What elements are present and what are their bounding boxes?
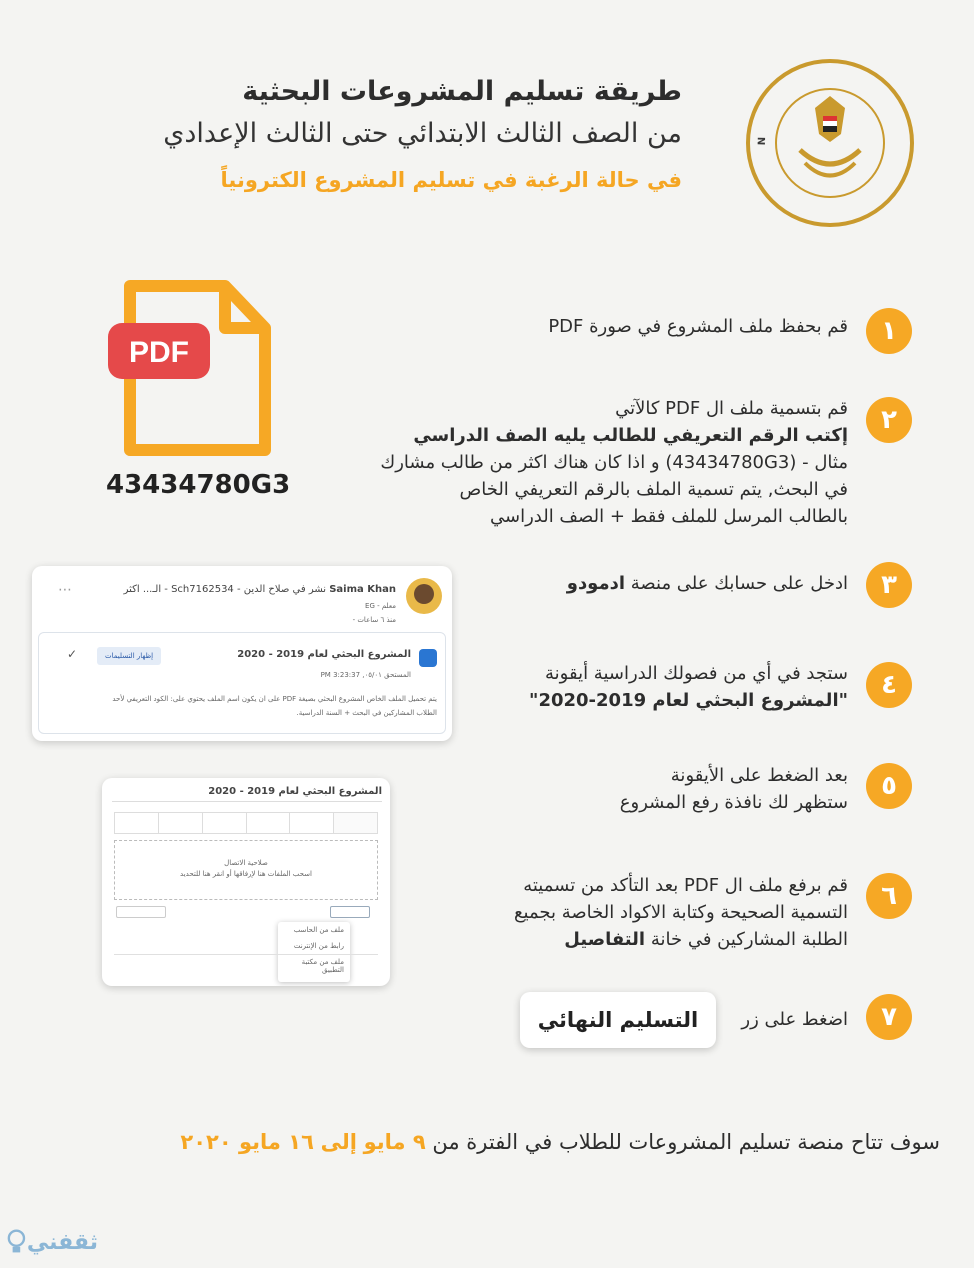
watermark-text: ثقفني <box>26 1229 98 1255</box>
step-tabs <box>114 812 378 834</box>
step-6-text <box>428 872 848 953</box>
post-location[interactable]: نشر في صلاح الدين - Sch7162534 - الـ... اكثر <box>123 584 327 595</box>
step-4-line-2: "المشروع البحثي لعام 2019-2020" <box>529 690 848 711</box>
assignment-box[interactable] <box>38 632 446 734</box>
edmodo-post-screenshot <box>32 566 452 741</box>
footer-divider <box>114 954 378 955</box>
step-6-line-1: قم برفع ملف ال PDF بعد التأكد من تسميته <box>523 875 848 896</box>
post-time: منذ ٦ ساعات - <box>352 616 396 624</box>
step-4-line-1: ستجد في أي من فصولك الدراسية أيقونة <box>545 663 848 684</box>
step-3-text <box>428 570 848 597</box>
check-icon: ✓ <box>67 647 78 661</box>
more-icon[interactable]: ⋯ <box>58 582 72 598</box>
step-6-line-3 <box>428 926 848 953</box>
menu-item-computer[interactable]: ملف من الحاسب <box>293 926 344 934</box>
step-3-prefix: ادخل على حسابك على منصة <box>630 573 848 594</box>
step-5-line-2: ستظهر لك نافذة رفع المشروع <box>619 792 848 813</box>
assignment-title[interactable]: المشروع البحثي لعام 2019 - 2020 <box>237 649 411 660</box>
step-5-badge: ٥ <box>866 763 912 809</box>
attach-button[interactable] <box>330 906 370 918</box>
avatar <box>406 578 442 614</box>
step-2-line-1: قم بتسمية ملف ال PDF كالآتي <box>615 398 848 419</box>
footer-from-date: ٩ مايو <box>363 1130 426 1154</box>
step-2-badge: ٢ <box>866 397 912 443</box>
step-2-line-2: إكتب الرقم التعريفي للطالب يليه الصف الدراسي <box>413 425 848 446</box>
highlight-note: في حالة الرغبة في تسليم المشروع الكترونياً <box>220 168 682 192</box>
footer-to-word: إلى <box>320 1130 357 1154</box>
svg-text:MINISTRY OF EDUCATION AND TECH: N <box>756 136 769 146</box>
step-7-text: اضغط على زر <box>741 1009 848 1030</box>
step-2-text <box>288 395 848 530</box>
step-3-badge: ٣ <box>866 562 912 608</box>
menu-item-library[interactable]: ملف من مكتبة التطبيق <box>301 958 344 974</box>
assignment-body-1: يتم تحميل الملف الخاص المشروع البحثي بصيغة PDF على ان يكون اسم الملف يحتوي على: الكود التعريفي لأحد <box>112 695 437 703</box>
post-user[interactable]: Saima Khan <box>329 584 396 595</box>
step-6-line-2: التسمية الصحيحة وكتابة الاكواد الخاصة بجميع <box>513 902 848 923</box>
step-6-line-3-prefix: الطلبة المشاركين في خانة <box>650 929 848 950</box>
pdf-file-icon <box>100 278 280 458</box>
step-7-badge: ٧ <box>866 994 912 1040</box>
step-5-text <box>428 762 848 816</box>
step-4-text <box>428 660 848 714</box>
footer-text <box>80 1130 940 1154</box>
step-2-line-3: مثال - (43434780G3) و اذا كان هناك اكثر من طالب مشارك <box>380 452 848 473</box>
drop-zone[interactable] <box>114 840 378 900</box>
menu-item-link[interactable]: رابط من الإنترنت <box>293 942 344 950</box>
assignment-icon <box>419 649 437 667</box>
example-code: 43434780G3 <box>106 470 291 500</box>
upload-window-screenshot <box>102 778 390 986</box>
lightbulb-icon <box>6 1228 27 1256</box>
step-1-text: قم بحفظ ملف المشروع في صورة PDF <box>548 316 848 337</box>
step-2-line-5: بالطالب المرسل للملف فقط + الصف الدراسي <box>489 506 848 527</box>
assignment-body-2: الطلاب المشاركين في البحث + السنة الدراسية. <box>296 709 437 717</box>
attach-menu <box>278 922 350 982</box>
footer-to-date: ١٦ مايو ٢٠٢٠ <box>180 1130 314 1154</box>
final-submit-button[interactable]: التسليم النهائي <box>520 992 716 1048</box>
pdf-label: PDF <box>129 336 189 369</box>
step-6-line-3-bold: التفاصيل <box>564 929 646 950</box>
page-subtitle: من الصف الثالث الابتدائي حتى الثالث الإعدادي <box>163 118 682 149</box>
step-1-badge: ١ <box>866 308 912 354</box>
ministry-seal <box>745 58 915 228</box>
drop-zone-hint: اسحب الملفات هنا لإرفاقها أو انقر هنا للتحديد <box>180 870 312 878</box>
step-5-line-1: بعد الضغط على الأيقونة <box>670 765 848 786</box>
assignment-due: المستحق ٠٥/٠١, 3:23:37 PM <box>320 671 411 679</box>
step-3-bold: ادمودو <box>566 573 626 594</box>
post-role: معلم - EG <box>365 602 396 610</box>
step-6-badge: ٦ <box>866 873 912 919</box>
page-title: طريقة تسليم المشروعات البحثية <box>242 76 682 107</box>
drop-zone-title: صلاحية الاتصال <box>224 859 268 867</box>
step-4-badge: ٤ <box>866 662 912 708</box>
upload-header: المشروع البحثي لعام 2019 - 2020 <box>112 786 382 802</box>
footer-prefix: سوف تتاح منصة تسليم المشروعات للطلاب في الفترة من <box>432 1130 940 1154</box>
step-2-line-4: في البحث, يتم تسمية الملف بالرقم التعريفي الخاص <box>459 479 848 500</box>
submit-button[interactable] <box>116 906 166 918</box>
watermark-logo <box>6 1222 98 1262</box>
post-header <box>96 584 396 595</box>
show-submissions-button[interactable]: إظهار التسليمات <box>97 647 161 665</box>
